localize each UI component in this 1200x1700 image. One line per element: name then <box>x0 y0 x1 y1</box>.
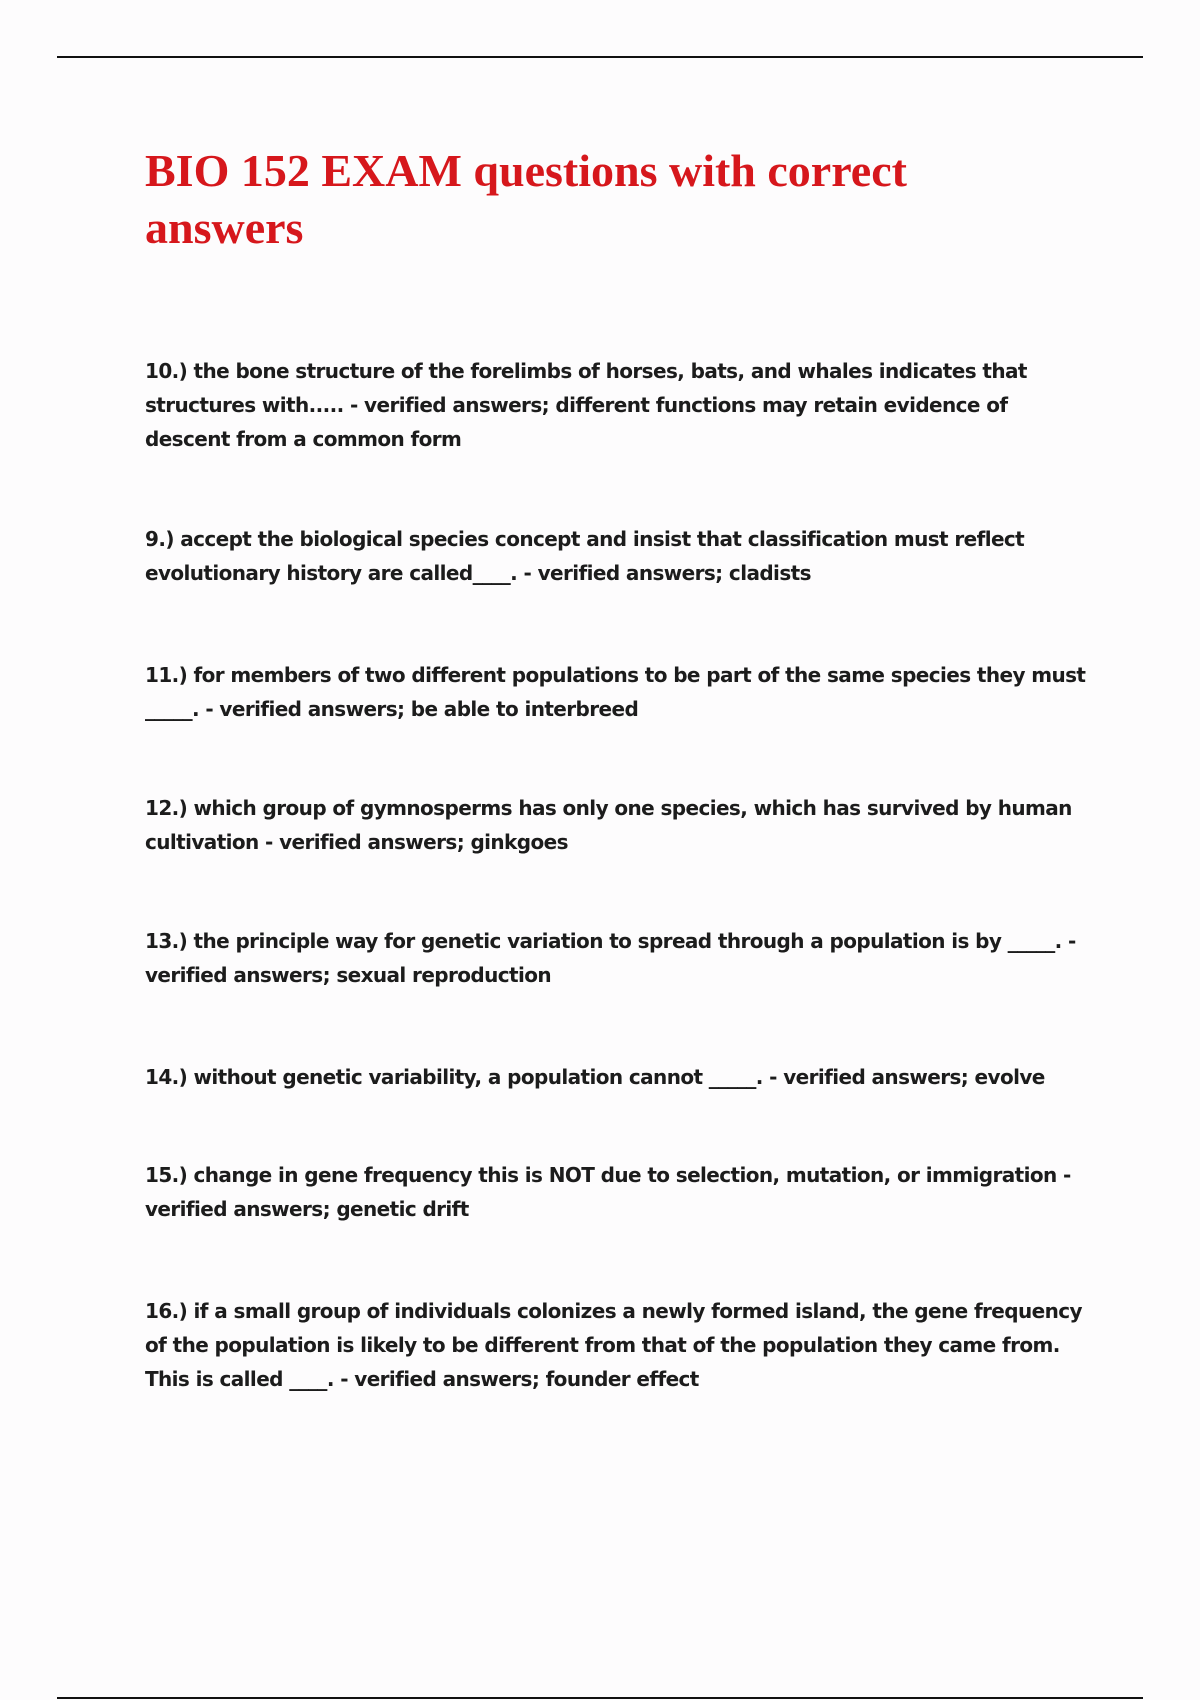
header-rule <box>57 56 1143 58</box>
qa-item-14: 14.) without genetic variability, a population cannot _____. - verified answers; evolve <box>145 1065 1045 1089</box>
qa-item-13: 13.) the principle way for genetic variation to spread through a population is by _____. - verified answers; sexual reproduction <box>145 929 1076 987</box>
document-title: BIO 152 EXAM questions with correct answers <box>145 145 907 253</box>
qa-item-11: 11.) for members of two different populations to be part of the same species they must _____. - verified answers; be able to interbreed <box>145 663 1086 721</box>
qa-item-16: 16.) if a small group of individuals colonizes a newly formed island, the gene frequency of the population is likely to be different from that of the population they came from. This is called ____. - verified answers; founder effect <box>145 1299 1082 1391</box>
qa-item-10: 10.) the bone structure of the forelimbs of horses, bats, and whales indicates that structures with..... - verified answers; different functions may retain evidence of descent from a common form <box>145 359 1027 451</box>
qa-item-12: 12.) which group of gymnosperms has only one species, which has survived by human cultivation - verified answers; ginkgoes <box>145 796 1072 854</box>
qa-item-15: 15.) change in gene frequency this is NOT due to selection, mutation, or immigration - verified answers; genetic drift <box>145 1163 1071 1221</box>
qa-item-9: 9.) accept the biological species concept and insist that classification must reflect evolutionary history are called____. - verified answers; cladists <box>145 527 1025 585</box>
footer-rule <box>57 1697 1143 1699</box>
